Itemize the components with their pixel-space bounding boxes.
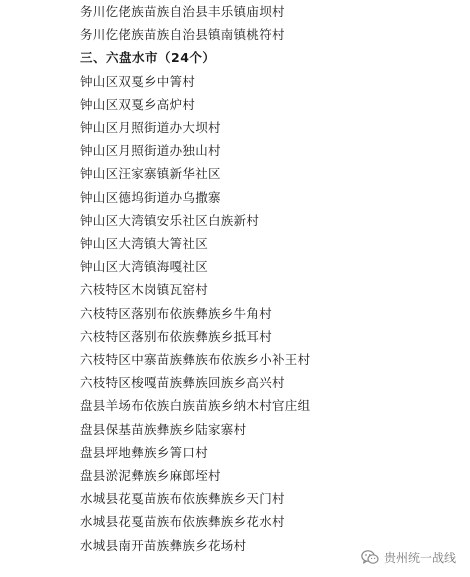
watermark (361, 549, 456, 566)
list-item: 六枝特区梭嘎苗族彝族回族乡高兴村 (80, 375, 285, 391)
list-item: 水城县南开苗族彝族乡花场村 (80, 537, 247, 553)
section-heading: 三、六盘水市（24个） (80, 50, 216, 66)
list-item: 钟山区汪家寨镇新华社区 (80, 166, 221, 182)
list-item: 务川仡佬族苗族自治县丰乐镇庙坝村 (80, 4, 285, 19)
list-item: 盘县保基苗族彝族乡陆家寨村 (80, 421, 247, 437)
list-item: 盘县羊场布依族白族苗族乡纳木村官庄组 (80, 398, 311, 414)
list-item: 钟山区大湾镇大箐社区 (80, 236, 209, 251)
list-item: 钟山区大湾镇海嘎社区 (80, 259, 209, 275)
list-item: 盘县坪地彝族乡箐口村 (80, 444, 209, 460)
list-item: 钟山区月照街道办独山村 (80, 143, 221, 159)
list-item: 水城县花戛苗族布依族彝族乡天门村 (80, 491, 285, 507)
list-item: 钟山区月照街道办大坝村 (80, 120, 221, 135)
list-item: 钟山区双戛乡中箐村 (80, 73, 196, 89)
list-item: 六枝特区落别布依族彝族乡抵耳村 (80, 328, 273, 344)
list-item: 盘县淤泥彝族乡麻郎垤村 (80, 468, 221, 483)
list-item: 六枝特区落别布依族彝族乡牛角村 (80, 305, 273, 321)
list-item: 六枝特区中寨苗族彝族布依族乡小补王村 (80, 352, 311, 367)
list-item: 水城县花戛苗族布依族彝族乡花水村 (80, 514, 285, 530)
wechat-icon (361, 550, 379, 565)
list-item: 钟山区大湾镇安乐社区白族新村 (80, 212, 260, 228)
watermark-text: 贵州统一战线 (383, 551, 456, 565)
list-item: 钟山区德坞街道办乌撒寨 (80, 189, 221, 205)
list-item: 六枝特区木岗镇瓦窑村 (80, 282, 209, 298)
list-item: 务川仡佬族苗族自治县镇南镇桃符村 (80, 27, 285, 43)
list-item: 钟山区双戛乡高炉村 (80, 96, 196, 112)
